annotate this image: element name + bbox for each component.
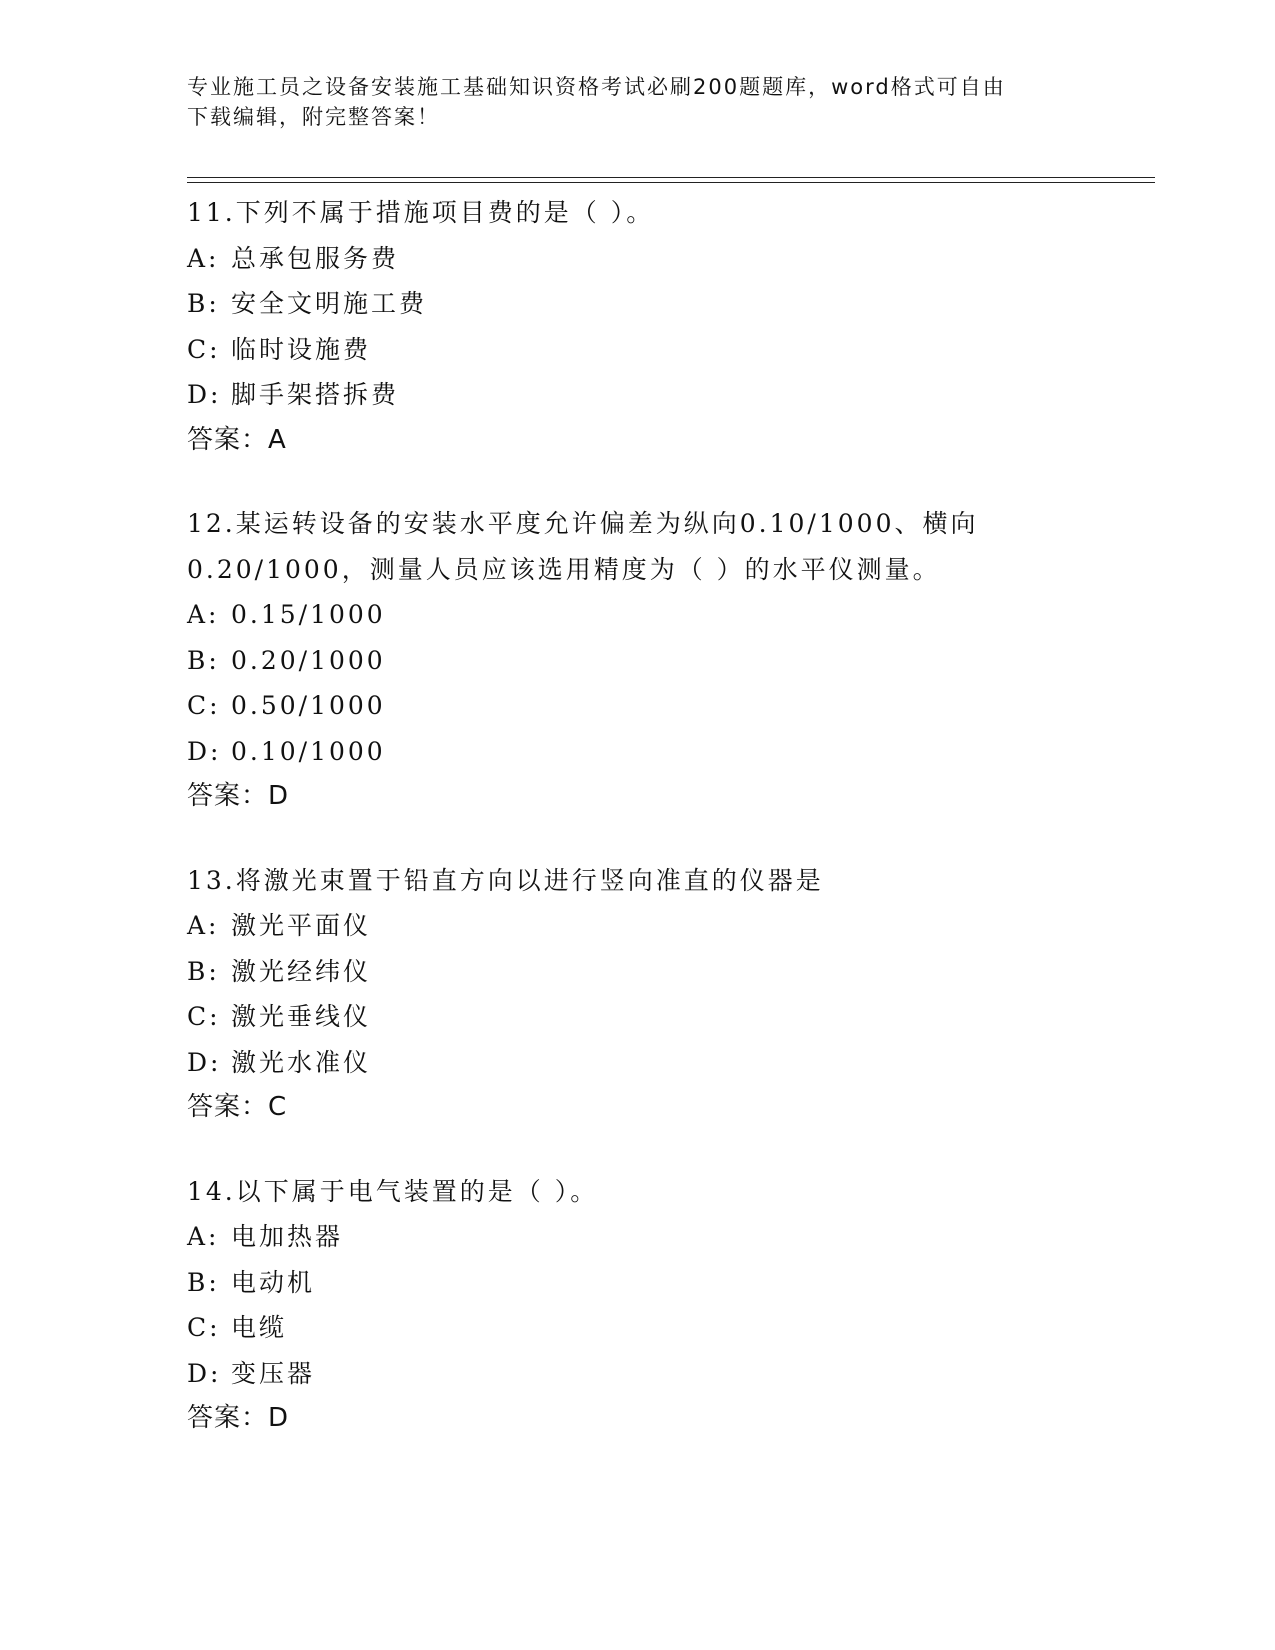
document-header bbox=[187, 72, 1087, 132]
option-letter: A: bbox=[187, 911, 220, 940]
header-divider-top bbox=[187, 177, 1155, 178]
question-stem: 11.下列不属于措施项目费的是（ ）。 bbox=[187, 198, 655, 227]
option-text: 0.10/1000 bbox=[231, 736, 386, 766]
option-text: 变压器 bbox=[231, 1358, 316, 1388]
question-stem: 12.某运转设备的安装水平度允许偏差为纵向0.10/1000、横向 bbox=[187, 509, 979, 538]
option-text: 激光垂线仪 bbox=[231, 1002, 372, 1031]
option-a bbox=[187, 592, 1155, 638]
header-divider-bottom bbox=[187, 182, 1155, 183]
question-stem-continued: 0.20/1000，测量人员应该选用精度为（ ）的水平仪测量。 bbox=[187, 554, 941, 584]
option-letter: C: bbox=[187, 334, 221, 364]
option-a bbox=[187, 903, 1155, 949]
option-text: 总承包服务费 bbox=[231, 243, 400, 273]
question-stem: 13.将激光束置于铅直方向以进行竖向准直的仪器是 bbox=[187, 865, 824, 895]
header-line-2: 下载编辑，附完整答案！ bbox=[187, 105, 440, 129]
option-d bbox=[187, 372, 1155, 418]
option-text: 电缆 bbox=[231, 1313, 288, 1342]
question-12 bbox=[187, 501, 1155, 820]
answer-line: 答案：A bbox=[187, 424, 287, 455]
option-text: 临时设施费 bbox=[231, 334, 372, 364]
option-c bbox=[187, 1305, 1155, 1351]
option-letter: D: bbox=[187, 1047, 222, 1077]
option-letter: A: bbox=[187, 1222, 220, 1251]
option-text: 激光平面仪 bbox=[231, 911, 372, 940]
option-d bbox=[187, 1040, 1155, 1086]
option-text: 0.20/1000 bbox=[231, 645, 386, 675]
option-a bbox=[187, 236, 1155, 282]
option-letter: D: bbox=[187, 1358, 222, 1388]
option-letter: D: bbox=[187, 736, 222, 766]
option-d bbox=[187, 729, 1155, 775]
option-letter: B: bbox=[187, 956, 220, 986]
option-text: 0.15/1000 bbox=[231, 600, 386, 629]
option-text: 激光经纬仪 bbox=[231, 956, 372, 986]
option-text: 安全文明施工费 bbox=[231, 289, 428, 318]
question-stem: 14.以下属于电气装置的是（ ）。 bbox=[187, 1176, 599, 1206]
option-letter: B: bbox=[187, 645, 220, 675]
question-14 bbox=[187, 1169, 1155, 1442]
option-b bbox=[187, 638, 1155, 684]
option-letter: A: bbox=[187, 600, 220, 629]
option-letter: C: bbox=[187, 1313, 221, 1342]
option-b bbox=[187, 1260, 1155, 1306]
option-a bbox=[187, 1214, 1155, 1260]
question-list bbox=[187, 190, 1155, 1480]
option-letter: B: bbox=[187, 289, 220, 318]
option-letter: C: bbox=[187, 691, 221, 720]
option-d bbox=[187, 1351, 1155, 1397]
option-letter: D: bbox=[187, 380, 222, 409]
option-c bbox=[187, 327, 1155, 373]
answer-line: 答案：D bbox=[187, 781, 290, 811]
answer-line: 答案：D bbox=[187, 1403, 290, 1433]
question-13 bbox=[187, 858, 1155, 1131]
option-text: 脚手架搭拆费 bbox=[231, 380, 400, 409]
option-b bbox=[187, 281, 1155, 327]
option-text: 激光水准仪 bbox=[231, 1047, 372, 1077]
option-text: 电加热器 bbox=[231, 1222, 344, 1251]
option-c bbox=[187, 683, 1155, 729]
question-11 bbox=[187, 190, 1155, 463]
option-letter: A: bbox=[187, 243, 220, 273]
answer-line: 答案：C bbox=[187, 1092, 288, 1122]
option-c bbox=[187, 994, 1155, 1040]
header-line-1: 专业施工员之设备安装施工基础知识资格考试必刷200题题库，word格式可自由 bbox=[187, 75, 1006, 99]
option-text: 0.50/1000 bbox=[231, 691, 386, 720]
option-text: 电动机 bbox=[231, 1267, 316, 1297]
option-b bbox=[187, 949, 1155, 995]
option-letter: C: bbox=[187, 1002, 221, 1031]
option-letter: B: bbox=[187, 1267, 220, 1297]
